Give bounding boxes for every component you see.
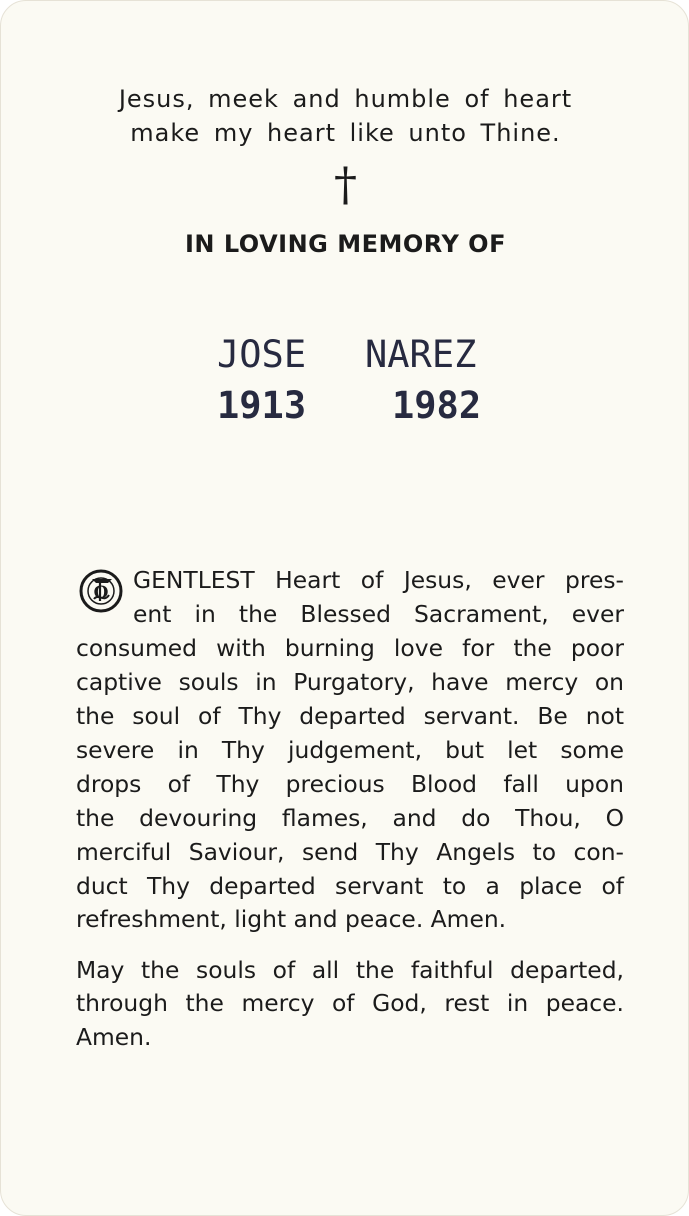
prayer-line: duct Thy departed servant to a place of — [76, 872, 624, 900]
memory-title: IN LOVING MEMORY OF — [185, 230, 506, 258]
prayer-line: refreshment, light and peace. Amen. — [76, 905, 507, 933]
prayer-line: consumed with burning love for the poor — [76, 634, 624, 662]
first-name: JOSE — [217, 333, 307, 376]
prayer-line: the devouring flames, and do Thou, O — [76, 804, 624, 832]
last-name: NAREZ — [365, 333, 477, 376]
closing-line: May the souls of all the faithful departed, — [76, 956, 624, 984]
closing-line: Amen. — [76, 1023, 152, 1051]
decorative-initial-icon — [78, 568, 124, 614]
prayer-line: merciful Saviour, send Thy Angels to con- — [76, 838, 624, 866]
initial-letter: O — [93, 583, 109, 603]
prayer-line: captive souls in Purgatory, have mercy on — [76, 668, 624, 696]
prayer-line: severe in Thy judgement, but let some — [76, 736, 624, 764]
cross-icon: † — [334, 157, 357, 211]
prayer-line: GENTLEST Heart of Jesus, ever pres- — [133, 566, 624, 594]
birth-year: 1913 — [217, 384, 307, 427]
closing-line: through the mercy of God, rest in peace. — [76, 989, 624, 1017]
verse-line-2: make my heart like unto Thine. — [130, 119, 561, 147]
prayer-line: the soul of Thy departed servant. Be not — [76, 702, 624, 730]
death-year: 1982 — [392, 384, 482, 427]
prayer-line: ent in the Blessed Sacrament, ever — [133, 600, 624, 628]
verse-line-1: Jesus, meek and humble of heart — [118, 85, 573, 113]
prayer-line: drops of Thy precious Blood fall upon — [76, 770, 624, 798]
